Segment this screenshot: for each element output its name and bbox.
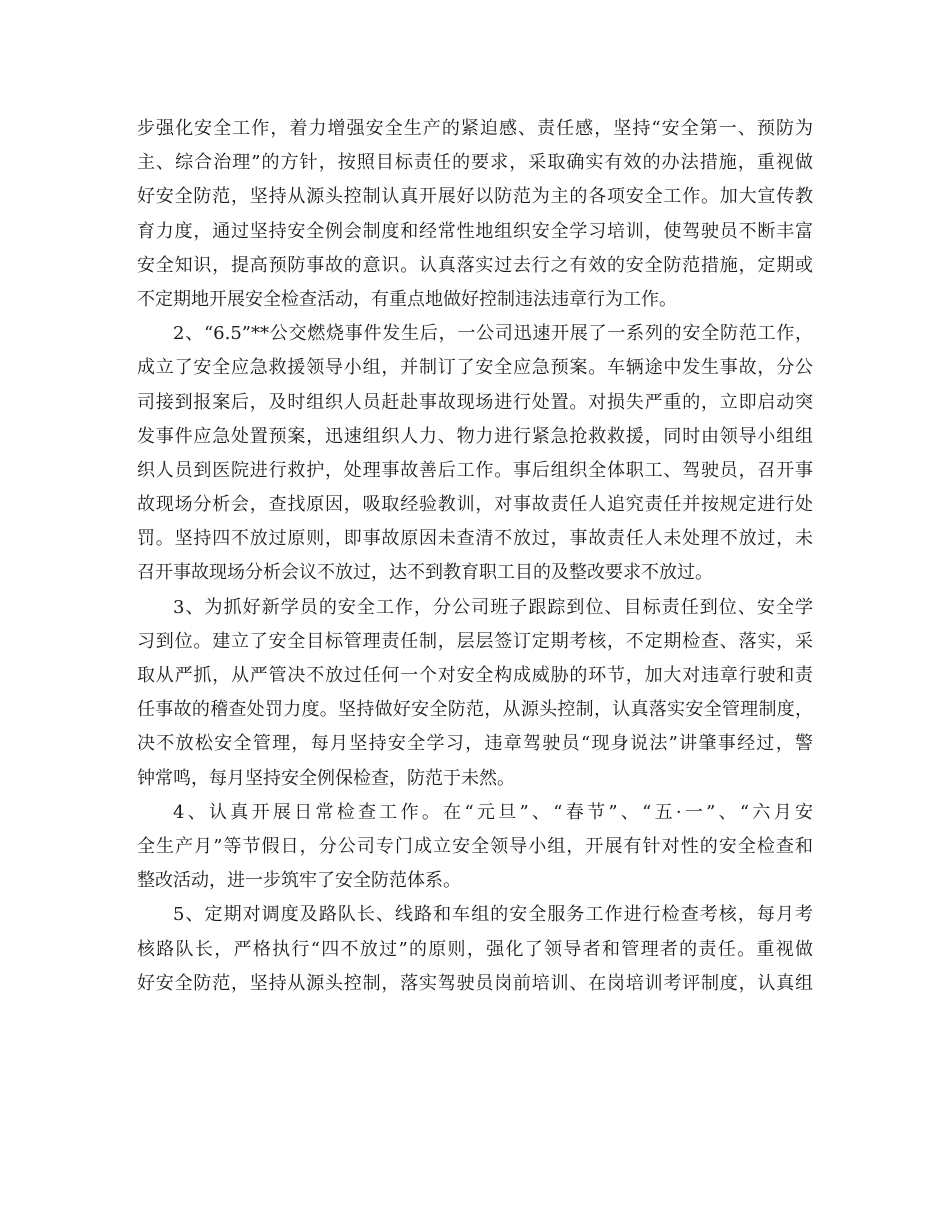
paragraph-line: 故现场分析会，查找原因，吸取经验教训，对事故责任人追究责任并按规定进行处: [137, 494, 813, 516]
paragraph-line: 钟常鸣，每月坚持安全例保检查，防范于未然。: [137, 767, 515, 789]
paragraph-line: 司接到报案后，及时组织人员赶赴事故现场进行处置。对损失严重的，立即启动突: [137, 391, 813, 413]
paragraph: [137, 317, 813, 591]
paragraph-line: 5、定期对调度及路队长、线路和车组的安全服务工作进行检查考核，每月考: [173, 904, 813, 926]
document-body: [137, 112, 813, 1001]
paragraph-line: 好安全防范，坚持从源头控制，落实驾驶员岗前培训、在岗培训考评制度，认真组: [137, 972, 813, 994]
paragraph: [137, 796, 813, 899]
paragraph-line: 发事件应急处置预案，迅速组织人力、物力进行紧急抢救救援，同时由领导小组组: [137, 425, 813, 447]
paragraph-line: 4、认真开展日常检查工作。在“元旦”、“春节”、“五·一”、“六月安: [173, 801, 813, 823]
paragraph-line: 召开事故现场分析会议不放过，达不到教育职工目的及整改要求不放过。: [137, 562, 713, 584]
paragraph-line: 成立了安全应急救援领导小组，并制订了安全应急预案。车辆途中发生事故，分公: [137, 357, 813, 379]
paragraph-line: 罚。坚持四不放过原则，即事故原因未查清不放过，事故责任人未处理不放过，未: [137, 528, 813, 550]
paragraph: [137, 898, 813, 1001]
paragraph-line: 主、综合治理”的方针，按照目标责任的要求，采取确实有效的办法措施，重视做: [137, 152, 813, 174]
paragraph-line: 全生产月”等节假日，分公司专门成立安全领导小组，开展有针对性的安全检查和: [137, 835, 813, 857]
paragraph-line: 3、为抓好新学员的安全工作，分公司班子跟踪到位、目标责任到位、安全学: [173, 596, 813, 618]
paragraph: [137, 591, 813, 796]
paragraph-line: 步强化安全工作，着力增强安全生产的紧迫感、责任感，坚持“安全第一、预防为: [137, 118, 813, 139]
paragraph-line: 决不放松安全管理，每月坚持安全学习，违章驾驶员“现身说法”讲肇事经过，警: [137, 733, 813, 755]
paragraph-line: 安全知识，提高预防事故的意识。认真落实过去行之有效的安全防范措施，定期或: [137, 254, 813, 276]
paragraph-line: 任事故的稽查处罚力度。坚持做好安全防范，从源头控制，认真落实安全管理制度，: [137, 699, 813, 721]
paragraph: [137, 112, 813, 317]
paragraph-line: 整改活动，进一步筑牢了安全防范体系。: [137, 870, 461, 892]
paragraph-line: 织人员到医院进行救护，处理事故善后工作。事后组织全体职工、驾驶员，召开事: [137, 459, 813, 481]
paragraph-line: 好安全防范，坚持从源头控制认真开展好以防范为主的各项安全工作。加大宣传教: [137, 186, 813, 208]
paragraph-line: 不定期地开展安全检查活动，有重点地做好控制违法违章行为工作。: [137, 288, 677, 310]
paragraph-line: 核路队长，严格执行“四不放过”的原则，强化了领导者和管理者的责任。重视做: [137, 938, 813, 960]
paragraph-line: 育力度，通过坚持安全例会制度和经常性地组织安全学习培训，使驾驶员不断丰富: [137, 220, 813, 242]
paragraph-line: 习到位。建立了安全目标管理责任制，层层签订定期考核，不定期检查、落实，采: [137, 630, 813, 652]
paragraph-line: 2、“6.5”**公交燃烧事件发生后，一公司迅速开展了一系列的安全防范工作，: [173, 323, 813, 345]
paragraph-line: 取从严抓，从严管决不放过任何一个对安全构成威胁的环节，加大对违章行驶和责: [137, 665, 813, 686]
